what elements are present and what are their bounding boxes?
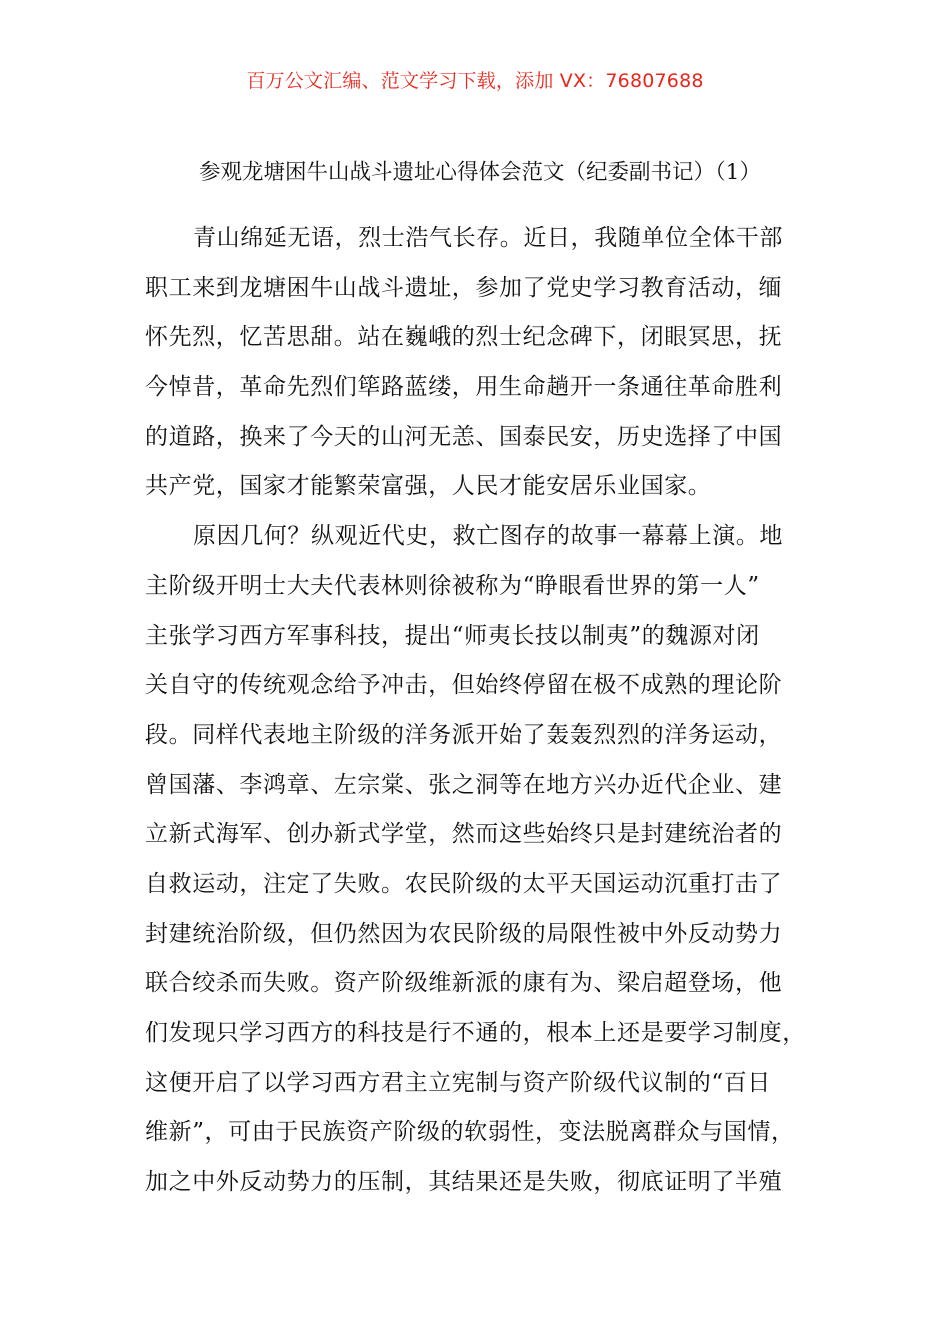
document-body bbox=[145, 214, 810, 1208]
header-banner: 百万公文汇编、范文学习下载，添加 VX：76807688 bbox=[246, 70, 704, 92]
paragraph-line: 主阶级开明士大夫代表林则徐被称为“睁眼看世界的第一人” bbox=[145, 572, 760, 599]
paragraph-line: 自救运动，注定了失败。农民阶级的太平天国运动沉重打击了 bbox=[145, 870, 783, 897]
paragraph-2 bbox=[145, 512, 810, 1208]
paragraph-line: 原因几何？纵观近代史，救亡图存的故事一幕幕上演。地 bbox=[193, 523, 783, 550]
paragraph-line: 封建统治阶级，但仍然因为农民阶级的局限性被中外反动势力 bbox=[145, 920, 783, 947]
paragraph-line: 的道路，换来了今天的山河无恙、国泰民安，历史选择了中国 bbox=[145, 423, 783, 450]
document-title: 参观龙塘困牛山战斗遗址心得体会范文（纪委副书记）（1） bbox=[199, 160, 761, 185]
paragraph-line: 立新式海军、创办新式学堂，然而这些始终只是封建统治者的 bbox=[145, 821, 783, 848]
paragraph-line: 们发现只学习西方的科技是行不通的，根本上还是要学习制度， bbox=[145, 1020, 806, 1046]
paragraph-line: 今悼昔，革命先烈们筚路蓝缕，用生命趟开一条通往革命胜利 bbox=[145, 374, 783, 401]
paragraph-line: 职工来到龙塘困牛山战斗遗址，参加了党史学习教育活动，缅 bbox=[145, 274, 783, 301]
paragraph-1 bbox=[145, 214, 810, 512]
paragraph-line: 主张学习西方军事科技，提出“师夷长技以制夷”的魏源对闭 bbox=[145, 622, 760, 649]
paragraph-line: 联合绞杀而失败。资产阶级维新派的康有为、梁启超登场，他 bbox=[145, 970, 783, 997]
paragraph-line: 共产党，国家才能繁荣富强，人民才能安居乐业国家。 bbox=[145, 473, 712, 500]
paragraph-line: 段。同样代表地主阶级的洋务派开始了轰轰烈烈的洋务运动， bbox=[145, 721, 783, 748]
paragraph-line: 曾国藩、李鸿章、左宗棠、张之洞等在地方兴办近代企业、建 bbox=[145, 771, 783, 798]
paragraph-line: 这便开启了以学习西方君主立宪制与资产阶级代议制的“百日 bbox=[145, 1069, 771, 1096]
paragraph-line: 怀先烈，忆苦思甜。站在巍峨的烈士纪念碑下，闭眼冥思，抚 bbox=[145, 324, 783, 351]
paragraph-line: 维新”，可由于民族资产阶级的软弱性，变法脱离群众与国情， bbox=[145, 1119, 795, 1146]
paragraph-line: 加之中外反动势力的压制，其结果还是失败，彻底证明了半殖 bbox=[145, 1169, 783, 1196]
paragraph-line: 青山绵延无语，烈士浩气长存。近日，我随单位全体干部 bbox=[193, 225, 783, 251]
paragraph-line: 关自守的传统观念给予冲击，但始终停留在极不成熟的理论阶 bbox=[145, 672, 783, 699]
